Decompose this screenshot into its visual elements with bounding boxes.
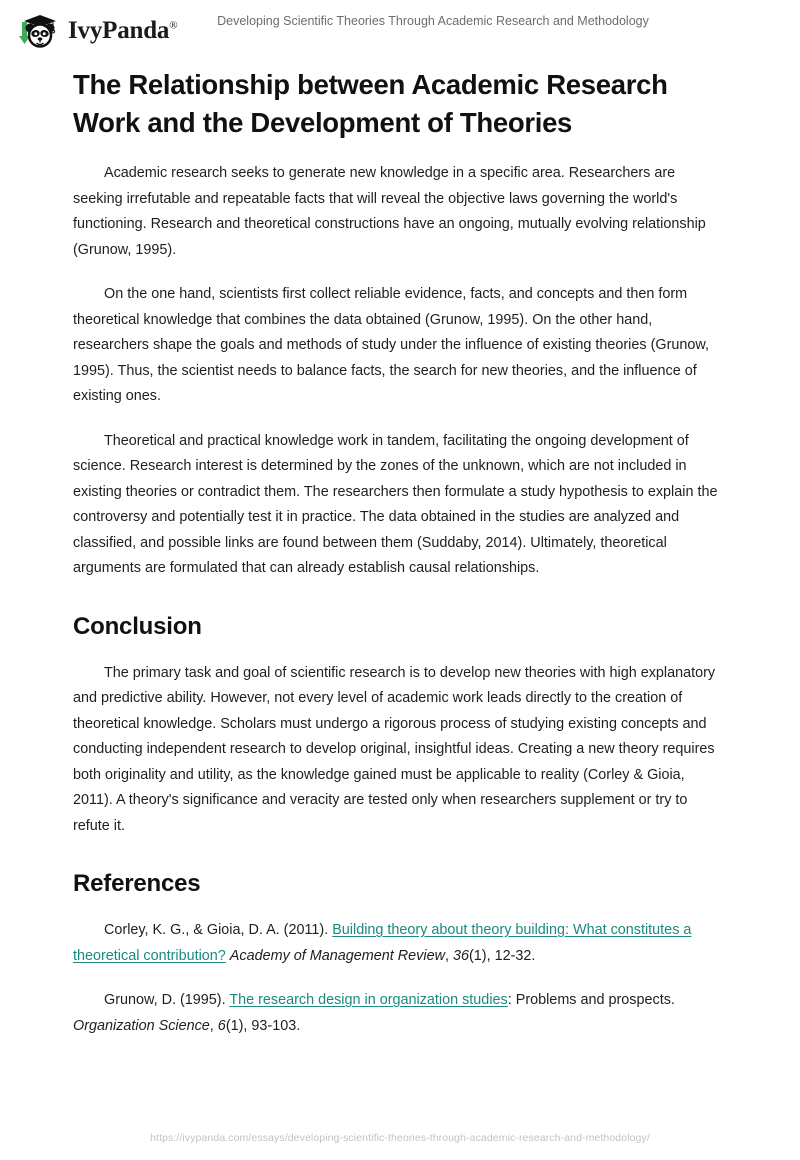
header-document-title: Developing Scientific Theories Through Academic Research and Methodology [217, 14, 649, 28]
document-body [73, 66, 727, 1039]
reference-link[interactable]: Building theory about theory building: What constitutes a theoretical contribution? [73, 922, 692, 964]
reference-separator: : Problems and prospects. [507, 992, 675, 1008]
brand-name-text: IvyPanda [68, 16, 170, 44]
reference-comma: , [444, 947, 453, 964]
section-heading-references: References [73, 870, 201, 897]
reference-journal-name: Organization Science [73, 1017, 210, 1034]
reference-issue-pages: (1), 12-32. [468, 947, 536, 964]
paragraph-two-hands: On the one hand, scientists first collect reliable evidence, facts, and concepts and then form theoretical knowledge that combines the data obtained (Grunow, 1995). On the other hand, researchers shape the goals and methods of study under the influence of existing theories (Grunow, 1995). Thus, the scientist needs to balance facts, the search for new theories, and the influence of existing ones. [73, 286, 709, 404]
footer-source-url[interactable]: https://ivypanda.com/essays/developing-scientific-theories-through-academic-research-and-methodology/ [150, 1132, 650, 1144]
reference-entry [73, 988, 727, 1039]
reference-journal-name: Academy of Management Review [229, 947, 445, 964]
page-title: The Relationship between Academic Research Work and the Development of Theories [73, 69, 668, 138]
reference-volume: 6 [217, 1017, 226, 1034]
page-header [0, 0, 800, 56]
registered-trademark-symbol: ® [169, 19, 178, 32]
page-footer [0, 1128, 800, 1146]
reference-comma: , [209, 1017, 218, 1034]
section-heading-conclusion: Conclusion [73, 612, 202, 640]
paragraph-conclusion: The primary task and goal of scientific research is to develop new theories with high explanatory and predictive ability. However, not every level of academic work leads directly to the creation of theoretical knowledge. Scholars must undergo a rigorous process of studying existing concepts and conducting independent research to develop original, insightful ideas. Creating a new theory requires both originality and utility, as the knowledge gained must be applicable to reality (Corley & Gioia, 2011). A theory's significance and veracity are tested only when researchers supplement or try to refute it. [73, 664, 716, 834]
reference-issue-pages: (1), 93-103. [225, 1017, 301, 1034]
reference-authors-year: Corley, K. G., & Gioia, D. A. (2011). [104, 922, 333, 938]
reference-link[interactable]: The research design in organization studies [229, 992, 508, 1008]
reference-volume: 36 [452, 947, 469, 964]
paragraph-theory-practice: Theoretical and practical knowledge work in tandem, facilitating the ongoing development of science. Research interest is determined by the zones of the unknown, which are not included in existing theories or contradict them. The researchers then formulate a study hypothesis to explain the controversy and potentially test it in practice. The data obtained in the studies are analyzed and classified, and possible links are found between them (Suddaby, 2014). Ultimately, theoretical arguments are formulated that can already establish causal relationships. [73, 432, 718, 576]
reference-authors-year: Grunow, D. (1995). [104, 992, 230, 1008]
paragraph-intro: Academic research seeks to generate new knowledge in a specific area. Researchers are seeking irrefutable and repeatable facts that will reveal the objective laws governing the world's functioning. Research and theoretical constructions have an ongoing, mutually evolving relationship (Grunow, 1995). [73, 165, 706, 258]
reference-entry [73, 918, 727, 969]
